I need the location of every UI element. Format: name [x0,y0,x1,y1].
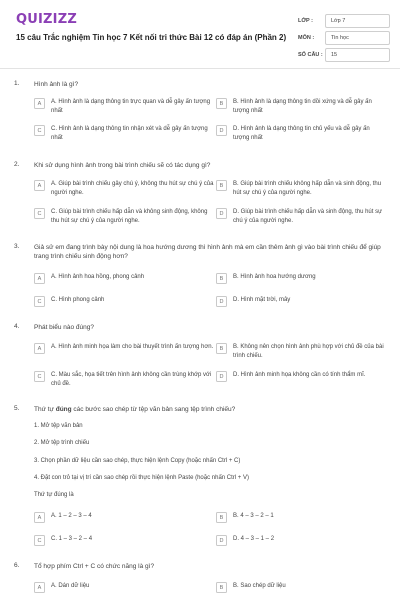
option-text: C. Hình ảnh là dạng thông tin nhận xét và dễ gây ấn tượng nhất [51,126,208,141]
worksheet-meta [298,14,390,65]
option-d[interactable] [216,296,386,307]
step-line: 2. Mở tệp trình chiếu [34,440,90,446]
question-text: Phát biểu nào đúng? [34,324,94,331]
option-text: B. 4 – 3 – 2 – 1 [233,513,274,519]
option-b[interactable] [216,343,386,360]
option-letter: B [216,273,227,284]
option-b[interactable] [216,512,386,523]
question-text [34,405,386,414]
option-text: A. Hình ảnh hoa hồng, phong cảnh [51,274,145,280]
option-text: C. 1 – 3 – 2 – 4 [51,536,93,542]
option-text: A. Giúp bài trình chiếu gây chú ý, không thu hút sự chú ý của người nghe. [51,181,214,196]
question-text-pre: Thứ tự [34,406,56,413]
option-letter: C [34,535,45,546]
option-text: A. 1 – 2 – 3 – 4 [51,513,92,519]
question-text-emphasis: đúng [55,406,72,413]
step-line: 1. Mở tệp văn bản [34,423,83,429]
option-d[interactable] [216,371,386,382]
option-letter: B [216,343,227,354]
meta-label: SỐ CÂU : [298,52,323,58]
option-c[interactable] [34,535,214,546]
option-b[interactable] [216,582,386,593]
option-d[interactable] [216,535,386,546]
option-text: A. Hình ảnh là dạng thông tin trực quan và dễ gây ấn tượng nhất [51,99,211,114]
question-number: 6. [14,562,20,569]
option-text: C. Hình phong cảnh [51,297,105,303]
option-letter: D [216,296,227,307]
option-letter: A [34,343,45,354]
option-b[interactable] [216,273,386,284]
option-a[interactable] [34,273,214,284]
option-letter: A [34,582,45,593]
question-text: Khi sử dụng hình ảnh trong bài trình chiếu sẽ có tác dụng gì? [34,162,211,169]
option-text: D. 4 – 3 – 1 – 2 [233,536,275,542]
question-text-post: các bước sao chép từ tệp văn bản sang tệp trình chiếu? [71,406,236,413]
option-c[interactable] [34,371,214,388]
option-a[interactable] [34,343,214,354]
question-count-field: 15 [325,48,390,62]
option-text: C. Màu sắc, họa tiết trên hình ảnh không cần trùng khớp với chủ đề. [51,372,212,387]
option-b[interactable] [216,98,386,115]
answer-prompt: Thứ tự đúng là [34,492,74,498]
option-letter: D [216,535,227,546]
option-a[interactable] [34,98,214,115]
question-number: 1. [14,80,20,87]
header-divider [0,68,400,69]
meta-label: LỚP : [298,18,313,24]
question-number: 3. [14,243,20,250]
option-c[interactable] [34,296,214,307]
option-text: D. Giúp bài trình chiếu hấp dẫn và sinh động, thu hút sự chú ý của người nghe. [233,209,383,224]
question-text: Hình ảnh là gì? [34,81,79,88]
meta-row-class [298,14,390,28]
option-d[interactable] [216,208,386,225]
option-letter: A [34,180,45,191]
option-a[interactable] [34,180,214,197]
class-field: Lớp 7 [325,14,390,28]
question-text: Tổ hợp phím Ctrl + C có chức năng là gì? [34,563,155,570]
option-letter: A [34,273,45,284]
option-c[interactable] [34,125,214,142]
option-text: C. Giúp bài trình chiếu hấp dẫn và không sinh động, không thu hút sự chú ý của người nghe. [51,209,208,224]
option-letter: B [216,512,227,523]
option-a[interactable] [34,582,214,593]
worksheet-title: 15 câu Trắc nghiệm Tin học 7 Kết nối tri thức Bài 12 có đáp án (Phần 2) [16,33,287,42]
option-c[interactable] [34,208,214,225]
option-letter: C [34,125,45,136]
question-number: 5. [14,405,20,412]
step-line: 3. Chọn phần dữ liệu cần sao chép, thực hiện lệnh Copy (hoặc nhấn Ctrl + C) [34,458,241,464]
option-text: B. Giúp bài trình chiếu không hấp dẫn và sinh động, thu hút sự chú ý của người nghe. [233,181,382,196]
option-letter: D [216,125,227,136]
option-text: D. Hình mặt trời, mây [233,297,291,303]
step-line: 4. Đặt con trỏ tại vị trí cần sao chép rồi thực hiện lệnh Paste (hoặc nhấn Ctrl + V) [34,475,249,481]
option-text: D. Hình ảnh là dạng thông tin chủ yếu và dễ gây ấn tượng nhất [233,126,370,141]
option-letter: B [216,180,227,191]
option-b[interactable] [216,180,386,197]
meta-label: MÔN : [298,35,315,41]
option-letter: A [34,512,45,523]
question-number: 2. [14,161,20,168]
option-letter: D [216,371,227,382]
subject-field: Tin học [325,31,390,45]
option-letter: C [34,371,45,382]
meta-row-count [298,48,390,62]
worksheet-header [0,0,400,68]
option-letter: C [34,208,45,219]
option-letter: A [34,98,45,109]
question-number: 4. [14,323,20,330]
option-letter: C [34,296,45,307]
meta-row-subject [298,31,390,45]
option-text: D. Hình ảnh minh họa không cần có tính thẩm mĩ. [233,372,366,378]
option-text: B. Hình ảnh hoa hướng dương [233,274,316,280]
option-text: B. Sao chép dữ liệu [233,583,286,589]
option-text: A. Hình ảnh minh họa làm cho bài thuyết trình ấn tượng hơn. [51,344,214,350]
option-letter: D [216,208,227,219]
option-text: B. Không nên chọn hình ảnh phù hợp với chủ đề của bài trình chiếu. [233,344,384,359]
option-text: B. Hình ảnh là dạng thông tin dồi xứng và dễ gây ấn tượng nhất [233,99,372,114]
option-letter: B [216,582,227,593]
option-letter: B [216,98,227,109]
quizizz-logo: QUIZIZZ [16,12,77,27]
question-text: Giả sử em đang trình bày nội dung là hoa hướng dương thì hình ảnh mà em cần thêm ảnh gì vào bài trình chiếu để giúp trang trình chiếu sinh động hơn? [34,244,381,260]
option-a[interactable] [34,512,214,523]
option-d[interactable] [216,125,386,142]
option-text: A. Dán dữ liệu [51,583,90,589]
